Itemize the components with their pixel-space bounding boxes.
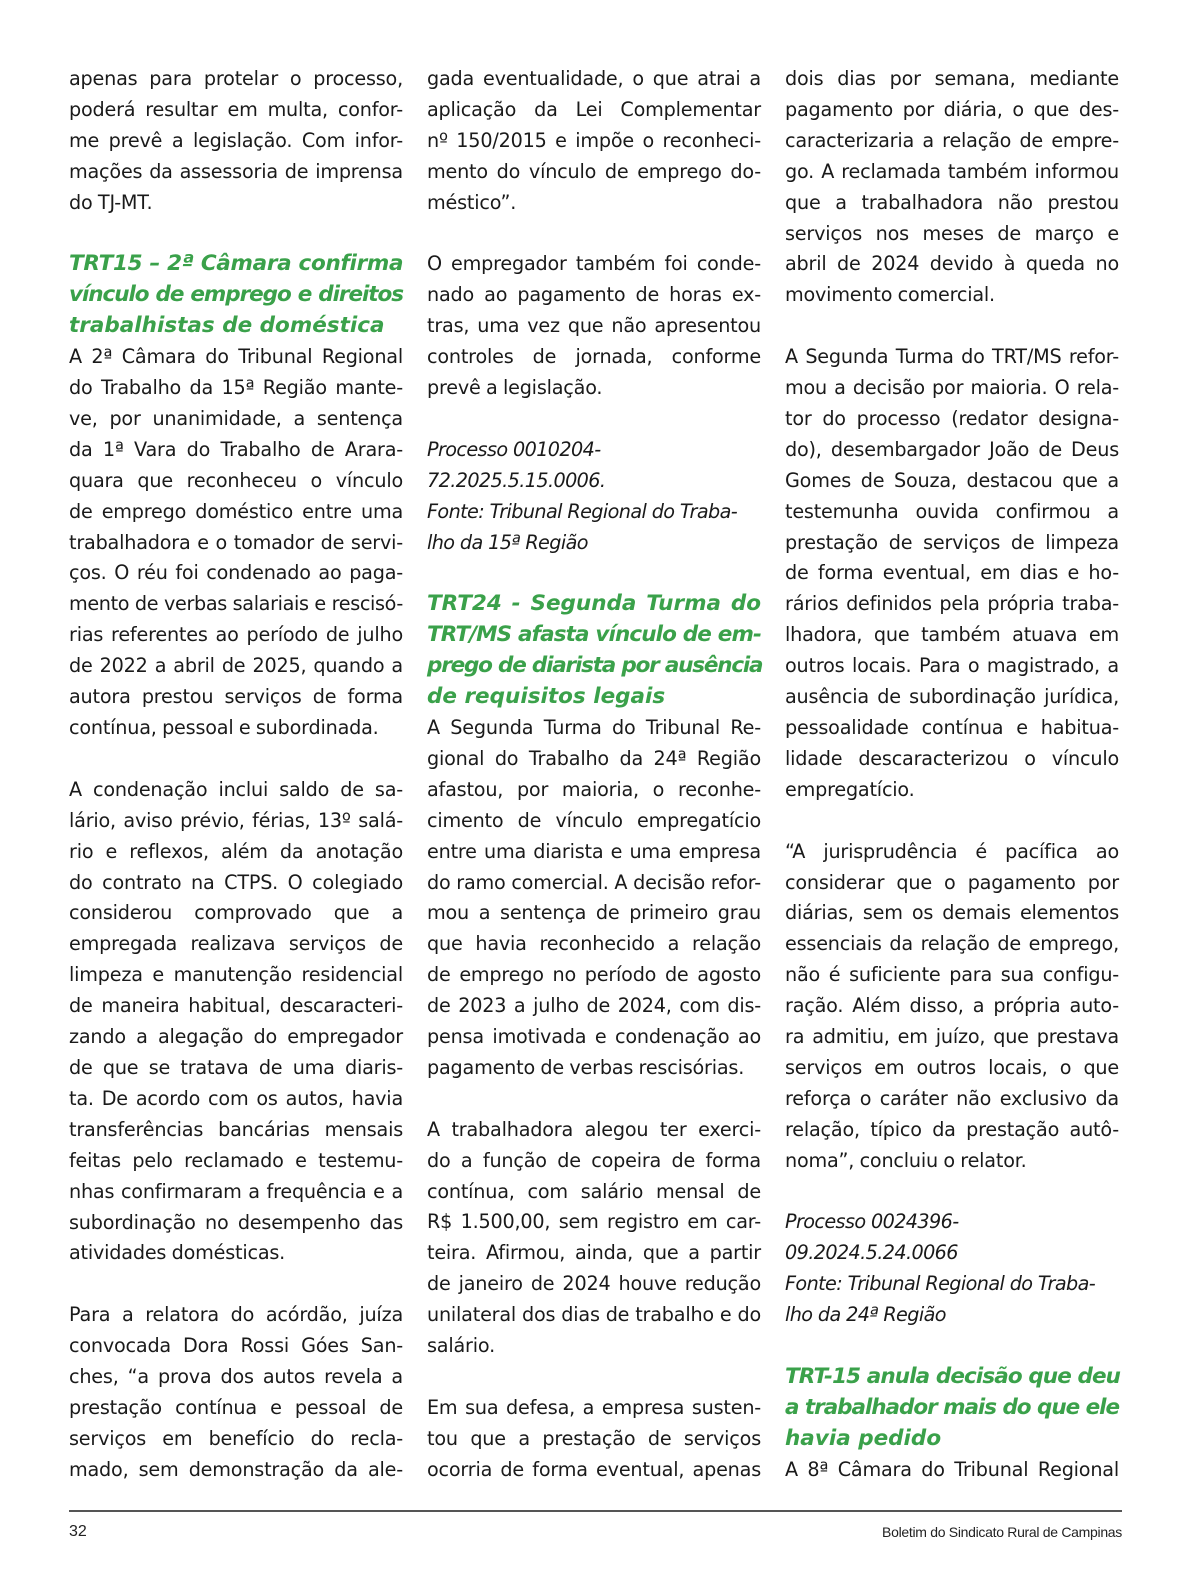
- paragraph-gap: [69, 1269, 403, 1300]
- text-line: cimento de vínculo empregatício: [427, 808, 761, 832]
- text-line: prestação contínua e pessoal de: [69, 1395, 403, 1419]
- text-line: R$ 1.500,00, sem registro em car-: [427, 1210, 761, 1234]
- text-line: considerou comprovado que a: [69, 901, 403, 925]
- text-line: não é suficiente para sua configu-: [785, 963, 1119, 987]
- paragraph-gap: [69, 744, 403, 775]
- text-line: dois dias por semana, mediante: [785, 67, 1119, 90]
- paragraph-gap: [785, 1331, 1119, 1362]
- text-line: a trabalhador mais do que ele: [785, 1394, 1119, 1420]
- text-line: ve, por unanimidade, a sentença: [69, 406, 403, 430]
- text-line: serviços nos meses de março e: [785, 221, 1119, 245]
- paragraph-gap: [785, 311, 1119, 342]
- body-paragraph: [785, 1455, 1119, 1486]
- body-paragraph: [427, 64, 761, 219]
- text-line: ra admitiu, em juízo, que prestava: [785, 1025, 1119, 1049]
- footer-divider: [69, 1510, 1122, 1512]
- text-line: de 2023 a julho de 2024, com dis-: [427, 994, 761, 1018]
- text-line: pessoalidade contínua e habitua-: [785, 716, 1119, 740]
- text-line: da 1ª Vara do Trabalho de Arara-: [69, 437, 403, 461]
- text-line: outros locais. Para o magistrado, a: [785, 654, 1119, 678]
- text-line: vínculo de emprego e direitos: [69, 282, 403, 308]
- text-line: do ramo comercial. A decisão refor-: [427, 870, 761, 894]
- article-heading: [785, 1362, 1119, 1455]
- text-line: de janeiro de 2024 houve redução: [427, 1272, 761, 1296]
- text-line: mado, sem demonstração da ale-: [69, 1457, 403, 1481]
- text-line: unilateral dos dias de trabalho e do: [427, 1303, 761, 1327]
- text-line: quara que reconheceu o vínculo: [69, 468, 403, 492]
- text-line: que havia reconhecido a relação: [427, 932, 761, 956]
- column-2: [427, 64, 761, 1486]
- text-line: lhadora, que também atuava em: [785, 623, 1119, 647]
- paragraph-gap: [427, 219, 761, 250]
- text-line: essenciais da relação de emprego,: [785, 932, 1119, 956]
- text-line: do contrato na CTPS. O colegiado: [69, 870, 403, 894]
- paragraph-gap: [69, 219, 403, 250]
- text-line: relação, típico da prestação autô-: [785, 1117, 1119, 1141]
- text-line: trabalhadora e o tomador de servi-: [69, 530, 403, 554]
- text-line: limpeza e manutenção residencial: [69, 963, 403, 987]
- text-line: prestação de serviços de limpeza: [785, 530, 1119, 554]
- text-line: Processo 0010204-: [427, 437, 601, 461]
- column-3: [785, 64, 1119, 1486]
- text-line: rários definidos pela própria traba-: [785, 592, 1119, 616]
- text-line: pensa imotivada e condenação ao: [427, 1025, 761, 1049]
- text-line: O empregador também foi conde-: [427, 252, 761, 276]
- text-line: empregatício.: [785, 777, 915, 801]
- text-line: feitas pelo reclamado e testemu-: [69, 1148, 403, 1172]
- text-line: 72.2025.5.15.0006.: [427, 468, 606, 492]
- paragraph-gap: [427, 558, 761, 589]
- text-line: A Segunda Turma do TRT/MS refor-: [785, 345, 1119, 369]
- text-line: subordinação no desempenho das: [69, 1210, 403, 1234]
- text-line: Fonte: Tribunal Regional do Traba-: [785, 1272, 1096, 1296]
- text-line: apenas para protelar o processo,: [69, 67, 403, 90]
- body-paragraph: [69, 342, 403, 744]
- text-line: me prevê a legislação. Com infor-: [69, 128, 403, 152]
- text-line: 09.2024.5.24.0066: [785, 1241, 958, 1265]
- paragraph-gap: [785, 1177, 1119, 1208]
- text-line: prego de diarista por ausência: [427, 653, 763, 679]
- body-paragraph: [427, 713, 761, 1084]
- text-line: A trabalhadora alegou ter exerci-: [427, 1117, 761, 1141]
- body-paragraph: [427, 249, 761, 404]
- text-line: lho da 15ª Região: [427, 530, 588, 554]
- text-line: atividades domésticas.: [69, 1241, 286, 1265]
- text-line: Gomes de Souza, destacou que a: [785, 468, 1119, 492]
- body-paragraph: [69, 64, 403, 219]
- text-line: noma”, concluiu o relator.: [785, 1148, 1027, 1172]
- text-line: Fonte: Tribunal Regional do Traba-: [427, 499, 738, 523]
- publication-name: Boletim do Sindicato Rural de Campinas: [882, 1524, 1122, 1540]
- text-line: Em sua defesa, a empresa susten-: [427, 1395, 761, 1419]
- text-line: de maneira habitual, descaracteri-: [69, 994, 403, 1018]
- text-line: do TJ-MT.: [69, 190, 153, 214]
- text-line: méstico”.: [427, 190, 517, 214]
- body-paragraph: [427, 1115, 761, 1362]
- body-paragraph: [785, 342, 1119, 806]
- text-line: entre uma diarista e uma empresa: [427, 839, 761, 863]
- text-line: TRT/MS afasta vínculo de em-: [427, 622, 761, 648]
- text-line: lidade descaracterizou o vínculo: [785, 746, 1119, 770]
- text-line: Processo 0024396-: [785, 1210, 959, 1234]
- text-line: ches, “a prova dos autos revela a: [69, 1365, 403, 1389]
- text-line: autora prestou serviços de forma: [69, 685, 403, 709]
- text-line: rio e reflexos, além da anotação: [69, 839, 403, 863]
- text-line: nado ao pagamento de horas ex-: [427, 283, 761, 307]
- text-line: ração. Além disso, a própria auto-: [785, 994, 1119, 1018]
- body-paragraph: [69, 1300, 403, 1485]
- text-line: gional do Trabalho da 24ª Região: [427, 746, 761, 770]
- text-line: ausência de subordinação jurídica,: [785, 685, 1119, 709]
- column-1: [69, 64, 403, 1486]
- text-line: pagamento por diária, o que des-: [785, 97, 1119, 121]
- text-line: salário.: [427, 1334, 495, 1358]
- body-paragraph: [69, 775, 403, 1270]
- text-line: teira. Afirmou, ainda, que a partir: [427, 1241, 761, 1265]
- source-citation: [785, 1207, 1119, 1331]
- paragraph-gap: [785, 806, 1119, 837]
- text-line: de que se tratava de uma diaris-: [69, 1055, 403, 1079]
- text-line: tras, uma vez que não apresentou: [427, 314, 761, 338]
- article-heading: [69, 249, 403, 342]
- text-line: TRT24 - Segunda Turma do: [427, 591, 761, 617]
- text-line: havia pedido: [785, 1425, 942, 1451]
- text-line: nº 150/2015 e impõe o reconheci-: [427, 128, 761, 152]
- article-heading: [427, 589, 761, 713]
- paragraph-gap: [427, 404, 761, 435]
- text-line: TRT-15 anula decisão que deu: [785, 1364, 1121, 1389]
- text-line: considerar que o pagamento por: [785, 870, 1119, 894]
- text-line: A 8ª Câmara do Tribunal Regional: [785, 1457, 1119, 1481]
- text-line: de 2022 a abril de 2025, quando a: [69, 654, 403, 678]
- text-line: TRT15 – 2ª Câmara confirma: [69, 251, 404, 277]
- text-line: de emprego doméstico entre uma: [69, 499, 403, 523]
- text-line: A condenação inclui saldo de sa-: [69, 777, 403, 801]
- page-number: 32: [69, 1523, 87, 1540]
- text-line: testemunha ouvida confirmou a: [785, 499, 1119, 523]
- text-line: tor do processo (redator designa-: [785, 406, 1119, 430]
- text-line: ta. De acordo com os autos, havia: [69, 1086, 403, 1110]
- text-line: prevê a legislação.: [427, 376, 603, 400]
- text-line: controles de jornada, conforme: [427, 345, 761, 369]
- text-line: A Segunda Turma do Tribunal Re-: [427, 715, 761, 739]
- text-line: diárias, sem os demais elementos: [785, 901, 1119, 925]
- paragraph-gap: [427, 1084, 761, 1115]
- text-line: mento do vínculo de emprego do-: [427, 159, 761, 183]
- text-line: abril de 2024 devido à queda no: [785, 252, 1119, 276]
- body-paragraph: [785, 64, 1119, 311]
- text-line: ocorria de forma eventual, apenas: [427, 1457, 761, 1481]
- text-line: tou que a prestação de serviços: [427, 1426, 761, 1450]
- text-line: pagamento de verbas rescisórias.: [427, 1055, 745, 1079]
- text-line: convocada Dora Rossi Góes San-: [69, 1334, 403, 1358]
- text-line: mou a decisão por maioria. O rela-: [785, 376, 1119, 400]
- text-line: poderá resultar em multa, confor-: [69, 97, 403, 121]
- text-line: ços. O réu foi condenado ao paga-: [69, 561, 403, 585]
- text-line: A 2ª Câmara do Tribunal Regional: [69, 345, 403, 369]
- text-line: lário, aviso prévio, férias, 13º salá-: [69, 808, 403, 832]
- text-line: que a trabalhadora não prestou: [785, 190, 1119, 214]
- text-line: Para a relatora do acórdão, juíza: [69, 1303, 403, 1327]
- text-line: do a função de copeira de forma: [427, 1148, 761, 1172]
- text-line: “A jurisprudência é pacífica ao: [785, 839, 1119, 863]
- text-line: do Trabalho da 15ª Região mante-: [69, 376, 403, 400]
- text-line: mou a sentença de primeiro grau: [427, 901, 761, 925]
- text-line: transferências bancárias mensais: [69, 1117, 403, 1141]
- text-line: contínua, pessoal e subordinada.: [69, 716, 379, 740]
- text-line: reforça o caráter não exclusivo da: [785, 1086, 1119, 1110]
- text-line: gada eventualidade, o que atrai a: [427, 67, 761, 90]
- text-line: de emprego no período de agosto: [427, 963, 761, 987]
- text-line: afastou, por maioria, o reconhe-: [427, 777, 761, 801]
- text-line: lho da 24ª Região: [785, 1303, 946, 1327]
- text-line: mações da assessoria de imprensa: [69, 159, 403, 183]
- text-line: trabalhistas de doméstica: [69, 313, 385, 339]
- text-line: caracterizaria a relação de empre-: [785, 128, 1119, 152]
- text-line: do), desembargador João de Deus: [785, 437, 1119, 461]
- body-paragraph: [427, 1393, 761, 1486]
- text-line: movimento comercial.: [785, 283, 995, 307]
- text-line: nhas confirmaram a frequência e a: [69, 1179, 403, 1203]
- paragraph-gap: [427, 1362, 761, 1393]
- text-line: zando a alegação do empregador: [69, 1025, 403, 1049]
- text-line: mento de verbas salariais e rescisó-: [69, 592, 403, 616]
- text-line: de requisitos legais: [427, 684, 666, 710]
- text-line: de forma eventual, em dias e ho-: [785, 561, 1119, 585]
- text-line: serviços em benefício do recla-: [69, 1426, 403, 1450]
- text-line: aplicação da Lei Complementar: [427, 97, 761, 121]
- text-line: empregada realizava serviços de: [69, 932, 403, 956]
- text-line: serviços em outros locais, o que: [785, 1055, 1119, 1079]
- body-paragraph: [785, 837, 1119, 1177]
- text-line: go. A reclamada também informou: [785, 159, 1119, 183]
- source-citation: [427, 435, 761, 559]
- text-line: contínua, com salário mensal de: [427, 1179, 761, 1203]
- text-line: rias referentes ao período de julho: [69, 623, 403, 647]
